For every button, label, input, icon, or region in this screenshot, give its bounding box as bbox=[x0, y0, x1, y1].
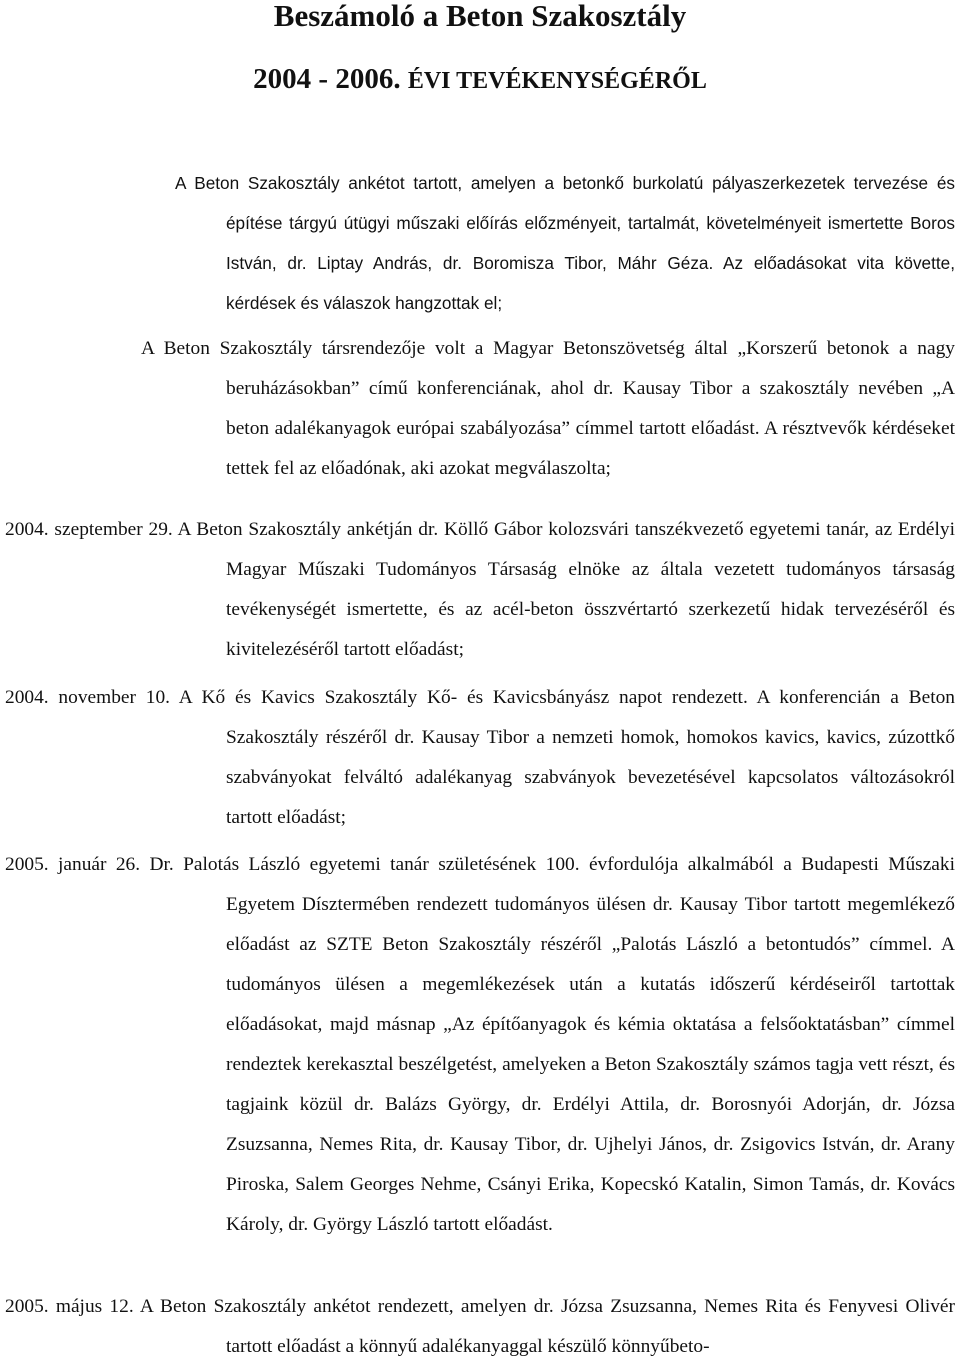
entry-2005-05-12 bbox=[5, 1287, 955, 1367]
entry-2004-06-08 bbox=[5, 329, 955, 489]
document-title: Beszámoló a Beton Szakosztály bbox=[273, 0, 687, 33]
entry-date: 2005. május 12. bbox=[5, 1296, 134, 1317]
entry-text: A Beton Szakosztály társrendezője volt a Magyar Betonszövetség által „Korszerű betonok a nagy beruházásokban” című konferenciának, ahol dr. Kausay Tibor a szakosztály nevében „A beton adalékanyagok európai szabályozása” címmel tartott előadást. A résztvevők kérdéseket tettek fel az előadónak, aki azokat megválaszolta; bbox=[141, 338, 955, 479]
entry-2004-11-10 bbox=[5, 678, 955, 838]
subtitle-caps: ÉVI TEVÉKENYSÉGÉRŐL bbox=[407, 68, 707, 94]
entry-date: 2005. január 26. bbox=[5, 854, 141, 875]
document-subtitle bbox=[0, 60, 960, 100]
entry-date: 2004. november 10. bbox=[5, 687, 171, 708]
entry-2004-03-25 bbox=[5, 163, 955, 323]
subtitle-years: 2004 - 2006. bbox=[253, 63, 408, 95]
entry-text: Dr. Palotás László egyetemi tanár születésének 100. évfordulója alkalmából a Budapesti Műszaki Egyetem Dísztermében rendezett tudományos ülésen dr. Kausay Tibor tartott megemlékező előadást az SZTE Beton Szakosztály részéről „Palotás László a betontudós” címmel. A tudományos ülésen a megemlékezések után a kutatás időszerű kérdéseiről tartottak előadásokat, majd másnap „Az építőanyagok és kémia oktatása a felsőoktatásban” címmel rendeztek kerekasztal beszélgetést, amelyeken a Beton Szakosztály számos tagja vett részt, és tagjaink közül dr. Balázs György, dr. Erdélyi Attila, dr. Borosnyói Adorján, dr. Józsa Zsuzsanna, Nemes Rita, dr. Kausay Tibor, dr. Ujhelyi János, dr. Zsigovics István, dr. Arany Piroska, Salem Georges Nehme, Csányi Erika, Kopecskó Katalin, Simon Tamás, dr. Kovács Károly, dr. György László tartott előadást. bbox=[149, 854, 955, 1235]
entry-text: A Beton Szakosztály ankétot tartott, amelyen a betonkő burkolatú pályaszerkezetek tervezése és építése tárgyú útügyi műszaki előírás előzményeit, tartalmát, követelményeit ismertette Boros István, dr. Liptay András, dr. Boromisza Tibor, Máhr Géza. Az előadásokat vita követte, kérdések és válaszok hangzottak el; bbox=[175, 173, 955, 313]
entry-date: 2004. szeptember 29. bbox=[5, 519, 173, 540]
entry-2004-09-29 bbox=[5, 510, 955, 670]
entry-date bbox=[5, 163, 175, 203]
entry-date bbox=[5, 329, 141, 369]
entry-2005-01-26 bbox=[5, 845, 955, 1245]
entry-text: A Beton Szakosztály ankétot rendezett, amelyen dr. Józsa Zsuzsanna, Nemes Rita és Fenyvesi Olivér tartott előadást a könnyű adalékanyaggal készülő könnyűbeto- bbox=[139, 1296, 955, 1357]
entry-text: A Kő és Kavics Szakosztály Kő- és Kavicsbányász napot rendezett. A konferencián a Beton Szakosztály részéről dr. Kausay Tibor a nemzeti homok, homokos kavics, kavics, zúzottkő szabványokat felváltó adalékanyag szabványok bevezetésével kapcsolatos változásokról tartott előadást; bbox=[178, 687, 955, 828]
entry-text: A Beton Szakosztály ankétján dr. Köllő Gábor kolozsvári tanszékvezető egyetemi tanár, az Erdélyi Magyar Műszaki Tudományos Társaság elnöke az általa vezetett tudományos társaság tevékenységét ismertette, és az acél-beton összvértartó szerkezetű hidak tervezéséről és kivitelezéséről tartott előadást; bbox=[177, 519, 956, 660]
